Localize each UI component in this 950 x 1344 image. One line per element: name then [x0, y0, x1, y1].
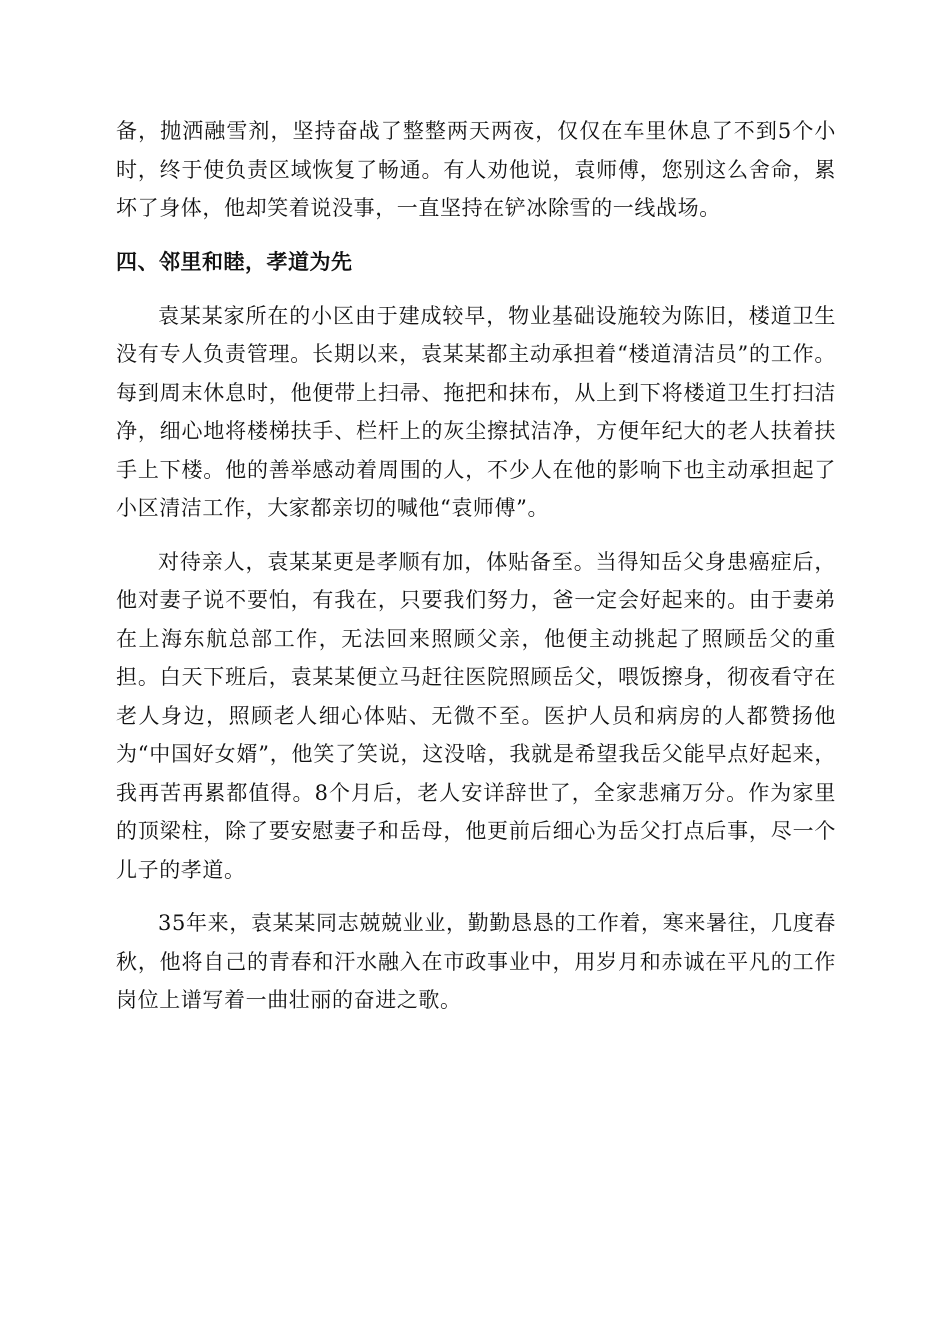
- section-heading: 四、邻里和睦，孝道为先: [116, 249, 353, 274]
- paragraph-summary: 35年来，袁某某同志兢兢业业，勤勤恳恳的工作着，寒来暑往，几度春秋，他将自己的青春和汗水融入在市政事业中，用岁月和赤诚在平凡的工作岗位上谱写着一曲壮丽的奋进之歌。: [116, 911, 836, 1012]
- paragraph-continued: 备，抛洒融雪剂，坚持奋战了整整两天两夜，仅仅在车里休息了不到5个小时，终于使负责区域恢复了畅通。有人劝他说，袁师傅，您别这么舍命，累坏了身体，他却笑着说没事，一直坚持在铲冰除雪的一线战场。: [116, 119, 836, 220]
- paragraph-neighbors: 袁某某家所在的小区由于建成较早，物业基础设施较为陈旧，楼道卫生没有专人负责管理。长期以来，袁某某都主动承担着“楼道清洁员”的工作。每到周末休息时，他便带上扫帚、拖把和抹布，从上到下将楼道卫生打扫洁净，细心地将楼梯扶手、栏杆上的灰尘擦拭洁净，方便年纪大的老人扶着扶手上下楼。他的善举感动着周围的人，不少人在他的影响下也主动承担起了小区清洁工作，大家都亲切的喊他“袁师傅”。: [116, 303, 836, 520]
- document-body: [116, 112, 836, 1035]
- paragraph-family: 对待亲人，袁某某更是孝顺有加，体贴备至。当得知岳父身患癌症后，他对妻子说不要怕，有我在，只要我们努力，爸一定会好起来的。由于妻弟在上海东航总部工作，无法回来照顾父亲，他便主动挑起了照顾岳父的重担。白天下班后，袁某某便立马赶往医院照顾岳父，喂饭擦身，彻夜看守在老人身边，照顾老人细心体贴、无微不至。医护人员和病房的人都赞扬他为“中国好女婿”，他笑了笑说，这没啥，我就是希望我岳父能早点好起来，我再苦再累都值得。8个月后，老人安详辞世了，全家悲痛万分。作为家里的顶梁柱，除了要安慰妻子和岳母，他更前后细心为岳父打点后事，尽一个儿子的孝道。: [116, 549, 836, 882]
